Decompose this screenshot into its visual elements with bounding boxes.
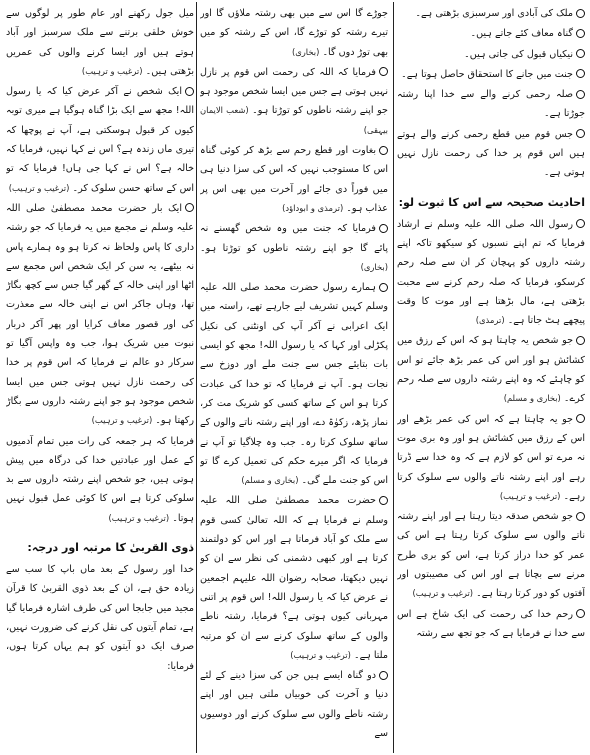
source-citation: (ترغیب و ترہیب) xyxy=(8,182,70,193)
source-citation: (بخاری) xyxy=(360,261,388,272)
hadith-item xyxy=(397,45,585,64)
bullet-icon xyxy=(379,146,388,155)
source-citation: (ترغیب و ترہیب) xyxy=(81,65,143,76)
source-citation: (ترغیب و ترہیب) xyxy=(108,512,170,523)
item-text: ملک کی آبادی اور سرسبزی بڑھتی ہے۔ xyxy=(415,8,573,19)
hadith-item xyxy=(397,24,585,43)
item-text: ایک شخص نے آکر عرض کیا کہ یا رسول اللہ! مجھ سے ایک بڑا گناہ ہوگیا ہے میری توبہ کیوں کر قبول ہوسکتی ہے، آپ نے پوچھا کہ تیری ماں زندہ ہے؟ اس نے کہا نہیں، فرمایا کہ خالہ ہے؟ اس نے کہا جی ہاں! فرمایا کہ تو اس کے ساتھ حسن سلوک کر۔ xyxy=(6,86,194,194)
item-text: جو یہ چاہتا ہے کہ اس کی عمر بڑھے اور اس کے رزق میں کشائش ہو اور وہ بری موت نہ مرے تو اس کو لازم ہے کہ وہ خدا سے ڈرتا رہے اور اپنے رشتہ ناتے والوں سے سلوک کرتا رہے۔ xyxy=(397,413,585,502)
hadith-item xyxy=(200,4,388,62)
source-citation: (بخاری) xyxy=(291,46,320,57)
bullet-icon xyxy=(185,203,194,212)
hadith-item xyxy=(200,666,388,743)
hadith-item xyxy=(200,141,388,218)
hadith-item xyxy=(6,432,194,528)
source-citation: (ترمذی) xyxy=(475,315,505,326)
hadith-item xyxy=(397,605,585,644)
hadith-item xyxy=(397,85,585,124)
item-text: فرمایا کہ ہر جمعہ کی رات میں تمام آدمیوں کے عمل اور عبادتیں خدا کی درگاہ میں پیش ہوتی ہیں، جو شخص اپنے رشتہ داروں سے بد سلوکی کرتا ہے اس کا کوئی عمل قبول نہیں ہوتا۔ xyxy=(6,435,194,524)
hadith-item xyxy=(200,219,388,277)
item-text: نیکیاں قبول کی جاتی ہیں۔ xyxy=(464,48,573,60)
left-column xyxy=(6,4,194,755)
hadith-item xyxy=(397,507,585,603)
source-citation: (ترغیب و ترہیب) xyxy=(91,415,153,426)
item-text: جنت میں جانے کا استحقاق حاصل ہوتا ہے۔ xyxy=(401,68,573,80)
source-citation: (شعب الایمان بیہقی) xyxy=(200,105,388,135)
bullet-icon xyxy=(379,283,388,292)
bullet-icon xyxy=(576,69,585,78)
right-column xyxy=(397,4,585,755)
item-text: بغاوت اور قطع رحم سے بڑھ کر کوئی گناہ اس کا مستوجب نہیں کہ اس کی سزا دنیا ہی میں فوراً دی جائے اور آخرت میں بھی اس پر عذاب ہو۔ xyxy=(200,145,388,214)
item-text: رحم خدا کی رحمت کی ایک شاخ ہے اس سے خدا نے فرمایا ہے کہ جو تجھ سے رشتہ xyxy=(397,608,585,639)
hadith-item xyxy=(397,4,585,23)
hadith-item xyxy=(200,63,388,140)
bullet-icon xyxy=(576,336,585,345)
item-text: حضرت محمد مصطفیٰ صلی اللہ علیہ وسلم نے فرمایا ہے کہ اللہ تعالیٰ کسی قوم سے ملک کو آباد فرماتا ہے اور اس کو دولتمند کرتا ہے اور کبھی دشمنی کی نظر سے ان کو نہیں دیکھتا، صحابہ رضوان اللہ علیہم اجمعین نے عرض کیا کہ یا رسول اللہ! اس قوم پر اتنی مہربانی کیوں ہوتی ہے؟ فرمایا، رشتہ ناطے والوں کے ساتھ سلوک کرنے سے ان کو مرتبہ ملتا ہے۔ xyxy=(200,495,388,661)
column-divider xyxy=(196,2,197,753)
item-text: فرمایا کہ اللہ کی رحمت اس قوم پر نازل نہیں ہوتی ہے جس میں ایسا شخص موجود ہو جو اپنے رشتہ ناطوں کو توڑتا ہو۔ xyxy=(200,66,388,117)
item-text: رسول اللہ صلی اللہ علیہ وسلم نے ارشاد فرمایا کہ تم اپنے نسبوں کو سیکھو تاکہ اپنے رشتہ داروں کو پہچان کر ان سے صلہ رحم کرسکو، فرمایا کہ صلہ رحم کرنے سے محبت بڑھتی ہے، مال بڑھتا ہے اور موت کا وقت پیچھے ہٹ جاتا ہے۔ xyxy=(397,218,585,327)
section-heading: ذوی القربیٰ کا مرتبہ اور درجہ: xyxy=(27,541,194,555)
bullet-icon xyxy=(379,496,388,505)
bullet-icon xyxy=(576,512,585,521)
bullet-icon xyxy=(379,671,388,680)
source-citation: (ترغیب و ترہیب) xyxy=(412,588,474,599)
bullet-icon xyxy=(576,49,585,58)
bullet-icon xyxy=(576,90,585,99)
bullet-icon xyxy=(576,9,585,18)
item-text: جس قوم میں قطع رحمی کرنے والے ہوتے ہیں اس قوم پر خدا کی رحمت نازل نہیں ہوتی ہے۔ xyxy=(397,128,585,179)
bullet-icon xyxy=(379,224,388,233)
section-paragraph: خدا اور رسول کے بعد ماں باپ کا سب سے زیادہ حق ہے، ان کے بعد ذوی القربیٰ کا قرآن مجید میں جابجا اس کی طرف اشارہ فرمایا گیا ہے، تمام آیتوں کی نقل کرنے کی ضرورت نہیں، صرف ایک دو آیتوں کو ہم یہاں کرتا ہوں، فرمایا: xyxy=(6,564,194,672)
source-citation: (ترغیب و ترہیب) xyxy=(290,649,351,660)
hadith-item xyxy=(397,125,585,183)
column-divider xyxy=(393,2,394,753)
hadith-item xyxy=(200,491,388,665)
source-citation: (بخاری و مسلم) xyxy=(503,393,561,404)
item-text: صلہ رحمی کرنے والے سے خدا اپنا رشتہ جوڑتا ہے۔ xyxy=(397,89,585,120)
hadith-item xyxy=(397,215,585,331)
item-text: فرمایا کہ جنت میں وہ شخص گھسنے نہ پائے گا جو اپنے رشتہ ناطوں کو توڑتا ہو۔ xyxy=(200,223,388,254)
hadith-item xyxy=(397,331,585,408)
middle-column xyxy=(200,4,388,755)
bullet-icon xyxy=(379,67,388,76)
item-text: میل جول رکھنے اور عام طور پر لوگوں سے خوش خلقی برتنے سے ملک سرسبز اور آباد ہوتے ہیں اور ایسا کرنے والوں کی عمریں بڑھتی ہیں۔ xyxy=(6,8,194,77)
bullet-icon xyxy=(576,29,585,38)
hadith-item xyxy=(200,278,388,490)
source-citation: (ترغیب و ترہیب) xyxy=(499,490,561,501)
item-text: ایک بار حضرت محمد مصطفیٰ صلی اللہ علیہ وسلم نے مجمع میں یہ فرمایا کہ جو رشتہ داری کا پاس ولحاظ نہ کرتا ہو وہ ہمارے پاس نہ بیٹھے، یہ سن کر ایک شخص اس مجمع سے اٹھا اور اپنی خالہ کے گھر گیا جس سے کچھ بگاڑ تھا، وہاں جاکر اس نے اپنی خالہ سے معذرت کی اور قصور معاف کرایا اور پھر آکر دربار نبوت میں شریک ہوا، جب وہ واپس آگیا تو سرکار دو عالم نے فرمایا کہ اس قوم پر خدا کی رحمت نازل نہیں ہوتی جس میں ایسا شخص موجود ہو جو اپنے رشتہ داروں سے بگاڑ رکھتا ہو۔ xyxy=(6,202,194,427)
bullet-icon xyxy=(185,87,194,96)
section-heading: احادیث صحیحہ سے اس کا ثبوت لو: xyxy=(398,195,585,209)
item-text: گناہ معاف کئے جاتے ہیں۔ xyxy=(470,28,573,40)
hadith-item xyxy=(6,4,194,81)
bullet-icon xyxy=(576,129,585,138)
item-text: دو گناہ ایسے ہیں جن کی سزا دینے کے لئے دنیا و آخرت کی خوبیاں ملتی ہیں اور اپنے رشتہ ناطے والوں سے سلوک کرنے اور دوسیوں سے xyxy=(200,670,388,739)
hadith-item xyxy=(6,199,194,431)
hadith-item xyxy=(6,82,194,198)
item-text: جوڑے گا اس سے میں بھی رشتہ ملاؤں گا اور تیرے رشتہ کو توڑے گا، اس کے رشتہ کو میں بھی توڑ دوں گا۔ xyxy=(200,8,388,58)
bullet-icon xyxy=(576,609,585,618)
hadith-item xyxy=(397,410,585,506)
item-text: جو شخص صدقہ دیتا رہتا ہے اور اپنے رشتہ ناتے والوں سے سلوک کرتا رہتا ہے اس کی عمر کو خدا دراز کرتا ہے، اس کو بری طرح مرنے سے بچاتا ہے اور اس کی مصیبتوں اور آفتوں کو دور کرتا رہتا ہے۔ xyxy=(397,511,585,600)
hadith-item xyxy=(397,65,585,84)
item-text: جو شخص یہ چاہتا ہو کہ اس کے رزق میں کشائش ہو اور اس کی عمر بڑھ جائے تو اس کو چاہئے کہ وہ اپنے رشتہ داروں سے صلہ رحم کرے۔ xyxy=(397,335,585,405)
item-text: ہمارے رسول حضرت محمد صلی اللہ علیہ وسلم کہیں تشریف لیے جارہے تھے، راستہ میں ایک اعرابی نے آکر آپ کی اونٹنی کی نکیل پکڑلی اور کہا کہ یا رسول اللہ! مجھ کو ایسی بات بتایئے جس سے جنت ملے اور دوزخ سے نجات ہو۔ آپ نے فرمایا کہ تو خدا کی عبادت کرتا ہو اس کے ساتھ کسی کو شریک مت کر، نماز پڑھ، زکوٰۃ دے، اور اپنے رشتہ ناتے والوں کے ساتھ سلوک کرتا رہ۔ جب وہ چلاگیا تو آپ نے فرمایا کہ اگر میرے حکم کی تعمیل کرے گا تو اس کو جنت ملے گی۔ xyxy=(200,282,388,487)
bullet-icon xyxy=(576,414,585,423)
source-citation: (بخاری و مسلم) xyxy=(241,475,299,486)
bullet-icon xyxy=(576,219,585,228)
source-citation: (ترمذی و ابوداؤد) xyxy=(282,202,344,213)
